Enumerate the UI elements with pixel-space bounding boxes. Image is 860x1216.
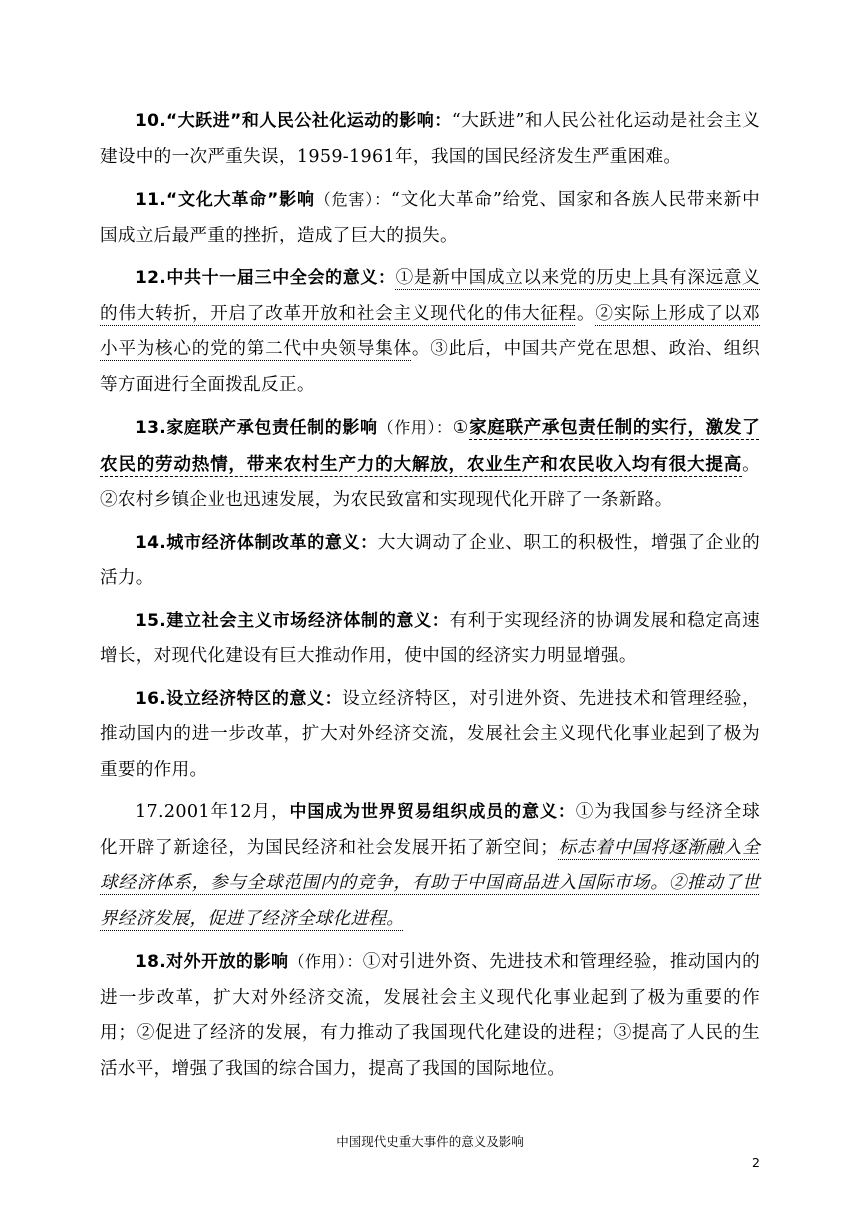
paragraph-13 bbox=[100, 410, 760, 519]
item-text: 。 bbox=[576, 303, 596, 324]
paragraph-17 bbox=[100, 795, 760, 937]
document-body bbox=[100, 104, 760, 1094]
paragraph-18 bbox=[100, 944, 760, 1087]
item-heading: 18.对外开放的影响 bbox=[135, 952, 289, 972]
page-number: 2 bbox=[752, 1155, 760, 1170]
item-heading: 11.“文化大革命”影响 bbox=[135, 190, 315, 210]
item-text: ① bbox=[452, 418, 470, 438]
item-text: ①为我国参与经济全球化开辟了新途径，为国民经济和社会发展开拓了新空间； bbox=[100, 802, 760, 858]
underlined-text: ①是新中国成立以来党的历史上具有深远意义的伟大转折，开启了改革开放和社会主义现代化的伟大征程 bbox=[100, 268, 760, 324]
item-heading: 12.中共十一届三中全会的意义： bbox=[135, 268, 396, 288]
item-text: 设立经济特区，对引进外资、先进技术和管理经验，推动国内的进一步改革，扩大对外经济交流，发展社会主义现代化事业起到了极为重要的作用。 bbox=[100, 688, 760, 780]
item-text: ①对引进外资、先进技术和管理经验，推动国内的进一步改革，扩大对外经济交流，发展社会主义现代化事业起到了极为重要的作用；②促进了经济的发展，有力推动了我国现代化建设的进程；③提高了人民的生活水平，增强了我国的综合国力，提高了我国的国际地位。 bbox=[100, 952, 760, 1079]
item-text: 有利于实现经济的协调发展和稳定高速增长，对现代化建设有巨大推动作用，使中国的经济实力明显增强。 bbox=[100, 610, 760, 666]
paragraph-10 bbox=[100, 104, 760, 175]
underlined-text: 家庭联产承包责任制的实行，激发了农民的劳动热情，带来农村生产力的大解放，农业生产和农民收入均有很大提高 bbox=[100, 417, 760, 475]
item-text: “大跃进”和人民公社化运动是社会主义建设中的一次严重失误，1959-1961年，我国的国民经济发生严重困难。 bbox=[100, 111, 760, 167]
paragraph-14 bbox=[100, 526, 760, 597]
item-note: （作用）： bbox=[377, 418, 453, 437]
paragraph-16 bbox=[100, 682, 760, 789]
item-text: “文化大革命”给党、国家和各族人民带来新中国成立后最严重的挫折，造成了巨大的损失。 bbox=[100, 190, 760, 246]
item-note: （作用）： bbox=[288, 952, 363, 971]
item-text: 大大调动了企业、职工的积极性，增强了企业的活力。 bbox=[100, 532, 760, 588]
item-heading: 10.“大跃进”和人民公社化运动的影响： bbox=[135, 111, 452, 131]
item-heading: 15.建立社会主义市场经济体制的意义： bbox=[135, 610, 450, 631]
item-note: （危害）： bbox=[314, 190, 391, 209]
item-heading: 16.设立经济特区的意义： bbox=[135, 688, 343, 709]
underlined-text: 标志着中国将逐渐融入全球经济体系，参与全球范围内的竞争，有助于中国商品进入国际市场。②推动了世界经济发展，促进了经济全球化进程。 bbox=[100, 837, 760, 929]
page-footer: 中国现代史重大事件的意义及影响 bbox=[336, 1134, 524, 1149]
underlined-text: ②实际上形成了以邓小平为核心的党的第二代中央领导集体 bbox=[100, 303, 760, 359]
item-heading: 中国成为世界贸易组织成员的意义： bbox=[289, 802, 576, 822]
paragraph-15 bbox=[100, 604, 760, 675]
item-heading: 13.家庭联产承包责任制的影响 bbox=[135, 418, 378, 438]
item-text: 。②农村乡镇企业也迅速发展，为农民致富和实现现代化开辟了一条新路。 bbox=[100, 454, 760, 510]
item-text: 。③此后，中国共产党在思想、政治、组织等方面进行全面拨乱反正。 bbox=[100, 339, 761, 395]
item-text: 17.2001年12月， bbox=[135, 802, 290, 822]
paragraph-12 bbox=[100, 261, 760, 403]
paragraph-11 bbox=[100, 182, 760, 254]
item-heading: 14.城市经济体制改革的意义： bbox=[135, 532, 378, 553]
